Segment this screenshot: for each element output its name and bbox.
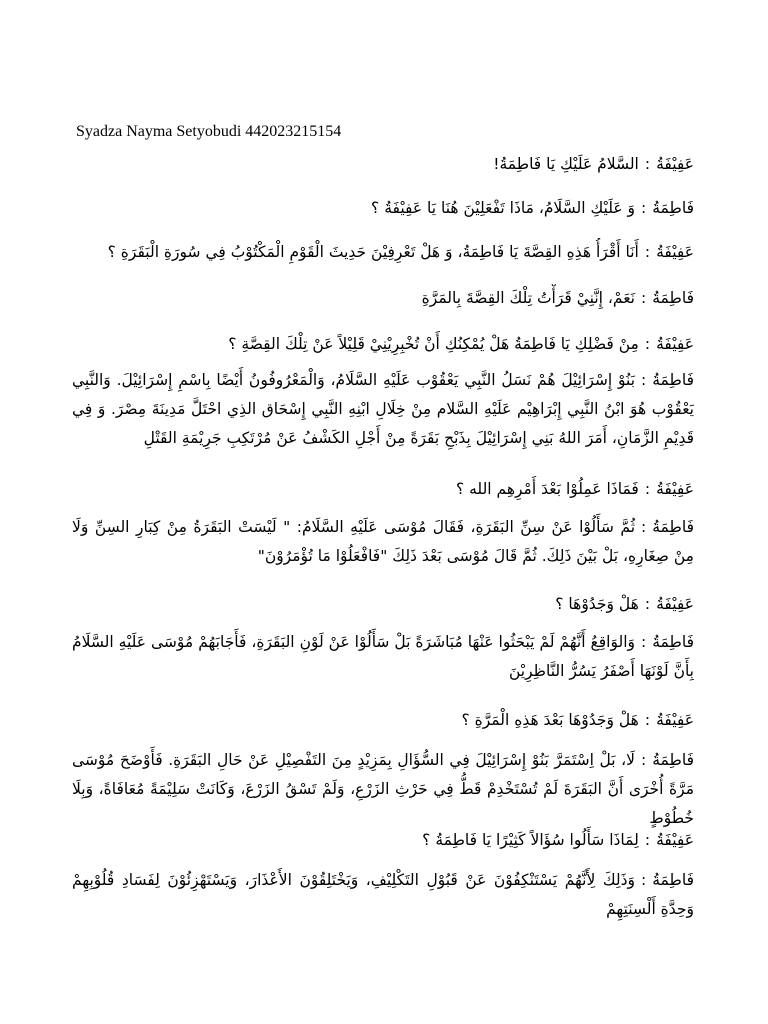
dialogue-text: أَنَا أَقْرَأُ هَذِهِ القِصَّةَ يَا فَاطِمَةُ، وَ هَلْ تَعْرِفِيْنَ حَدِيثَ الْقَوْمِ الْمَكْتُوْبُ فِي سُورَةِ الْبَقَرَةِ ؟ bbox=[107, 243, 639, 261]
speaker-name: فَاطِمَةُ bbox=[652, 518, 694, 536]
dialogue-line: عَفِيْفَةُ:أَنَا أَقْرَأُ هَذِهِ القِصَّةَ يَا فَاطِمَةُ، وَ هَلْ تَعْرِفِيْنَ حَدِيثَ الْقَوْمِ الْمَكْتُوْبُ فِي سُورَةِ الْبَقَرَةِ ؟ bbox=[107, 243, 694, 261]
dialogue-text: السَّلامُ عَلَيْكِ يَا فَاطِمَةُ! bbox=[493, 155, 639, 173]
dialogue-text: لِمَاذَا سَأَلُوا سُؤَالاً كَثِيْرًا يَا فَاطِمَةُ ؟ bbox=[422, 831, 639, 849]
speaker-name: فَاطِمَةُ bbox=[652, 871, 694, 889]
dialogue-paragraph: فَاطِمَةُ:بَنُوْ إِسْرَائِيْلَ هُمْ نَسَلُ النَّبِي يَعْقُوْب عَلَيْهِ السَّلَامُ، وَالْمَعْرُوفُونُ أَيْضًا بِاسْمِ إِسْرَائِيْلَ. وَالنَّبِي يَعْقُوْب هُوَ ابْنُ النَّبِي إِبْرَاهِيْم عَلَيْهِ السَّلام مِنْ خِلَالِ ابْنِهِ النَّبِي إِسْحَاق الذِي احْتَلَّ مَدِينَةَ مِصْرَ. وَ فِي قَدِيْمِ الزَّمَانِ، أَمَرَ اللهُ بَنِي إِسْرَائِيْلَ بِذَبْحِ بَقَرَةً مِنْ أَجْلِ الكَشْفُ عَنْ مُرْتَكِبِ جَرِيْمَةِ القَتْلِ bbox=[72, 371, 694, 447]
dialogue-paragraph: فَاطِمَةُ:وَذَلِكَ لِأَنَّهُمْ يَسْتَنْكِفُوْنَ عَنْ قَبُوْلِ التَكْلِيْفِ، وَيَخْتَلِقُوْنَ الأَعْذَارَ، وَيَسْتَهْزِئُوْنَ لِفَسَادِ قُلُوْبِهِمْ وَحِدَّةِ أَلْسِنَتِهِمْ bbox=[72, 871, 694, 918]
speaker-name: فَاطِمَةُ bbox=[652, 751, 694, 769]
author-line: Syadza Nayma Setyobudi 442023215154 bbox=[76, 123, 342, 140]
dialogue-text: وَذَلِكَ لِأَنَّهُمْ يَسْتَنْكِفُوْنَ عَنْ قَبُوْلِ التَكْلِيْفِ، وَيَخْتَلِقُوْنَ الأَعْذَارَ، وَيَسْتَهْزِئُوْنَ لِفَسَادِ قُلُوْبِهِمْ وَحِدَّةِ أَلْسِنَتِهِمْ bbox=[72, 871, 694, 918]
dialogue-text: مِنْ فَضْلِكِ يَا فَاطِمَةُ هَلْ يُمْكِنُكِ أَنْ تُخْبِرِيْنِيْ قَلِيْلاً عَنْ تِلْكَ القِصَّةِ ؟ bbox=[228, 335, 639, 353]
speaker-name: عَفِيْفَةُ bbox=[656, 155, 694, 173]
speaker-name: فَاطِمَةُ bbox=[652, 199, 694, 217]
speaker-name: فَاطِمَةُ bbox=[652, 633, 694, 651]
dialogue-text: وَ عَلَيْكِ السَّلَامُ، مَاذَا تَفْعَلِيْنَ هُنَا يَا عَفِيْفَةُ ؟ bbox=[371, 199, 636, 217]
dialogue-line: فَاطِمَةُ:نَعَمْ، إِنَّنِيْ قَرَأْتُ تِلْكَ القِصَّةَ بِالمَرَّةِ bbox=[421, 289, 694, 307]
speaker-name: عَفِيْفَةُ bbox=[656, 711, 694, 729]
dialogue-text: هَلْ وَجَدُوْهَا بَعْدَ هَذِهِ الْمَرَّةِ ؟ bbox=[461, 711, 639, 729]
speaker-name: عَفِيْفَةُ bbox=[656, 480, 694, 498]
dialogue-text: نَعَمْ، إِنَّنِيْ قَرَأْتُ تِلْكَ القِصَّةَ بِالمَرَّةِ bbox=[421, 289, 636, 307]
speaker-name: فَاطِمَةُ bbox=[652, 371, 694, 389]
dialogue-line: فَاطِمَةُ:وَ عَلَيْكِ السَّلَامُ، مَاذَا تَفْعَلِيْنَ هُنَا يَا عَفِيْفَةُ ؟ bbox=[371, 199, 694, 217]
dialogue-text: لَا، بَلْ اِسْتَمَرَّ بَنُوْ إِسْرَائِيْلَ فِي السُّؤَالِ بِمَزِيْدٍ مِنَ التَفْصِيْلِ عَنْ حَالِ البَقَرَةِ. فَأَوْضَحَ مُوْسَى مَرَّةً أُخْرَى أَنَّ البَقَرَةَ لَمْ تُسْتَخْدِمْ قَطُّ فِي حَرْثِ الزَرْعِ، وَلَمْ تَسْقُ الزَرْعَ، وَكَانَتْ سَلِيْمَةً مُعَافَاةً، وَبِلَا خُطُوْطٍ bbox=[72, 751, 694, 827]
dialogue-line: عَفِيْفَةُ:مِنْ فَضْلِكِ يَا فَاطِمَةُ هَلْ يُمْكِنُكِ أَنْ تُخْبِرِيْنِيْ قَلِيْلاً عَنْ تِلْكَ القِصَّةِ ؟ bbox=[228, 335, 694, 353]
speaker-name: عَفِيْفَةُ bbox=[656, 831, 694, 849]
speaker-name: عَفِيْفَةُ bbox=[656, 595, 694, 613]
dialogue-line: عَفِيْفَةُ:السَّلامُ عَلَيْكِ يَا فَاطِمَةُ! bbox=[493, 155, 694, 173]
dialogue-text: فَمَاذَا عَمِلُوْا بَعْدَ أَمْرِهِم الله ؟ bbox=[455, 480, 639, 498]
speaker-name: عَفِيْفَةُ bbox=[656, 335, 694, 353]
dialogue-line: عَفِيْفَةُ:هَلْ وَجَدُوْهَا بَعْدَ هَذِهِ الْمَرَّةِ ؟ bbox=[461, 711, 694, 729]
dialogue-text: ثُمَّ سَأَلُوْا عَنْ سِنِّ البَقَرَةِ، فَقَالَ مُوْسَى عَلَيْهِ السَّلَامُ: " لَيْسَتْ البَقَرَةُ مِنْ كِبَارِ السِنِّ وَلَا مِنْ صِغَارِهِ، بَلْ بَيْنَ ذَلِكَ. ثُمَّ قَالَ مُوْسَى بَعْدَ ذَلِكَ "فَافْعَلُوْا مَا تُؤْمَرُوْنَ" bbox=[72, 518, 694, 565]
dialogue-line: عَفِيْفَةُ:لِمَاذَا سَأَلُوا سُؤَالاً كَثِيْرًا يَا فَاطِمَةُ ؟ bbox=[422, 831, 694, 849]
dialogue-paragraph: فَاطِمَةُ:ثُمَّ سَأَلُوْا عَنْ سِنِّ البَقَرَةِ، فَقَالَ مُوْسَى عَلَيْهِ السَّلَامُ: " لَيْسَتْ البَقَرَةُ مِنْ كِبَارِ السِنِّ وَلَا مِنْ صِغَارِهِ، بَلْ بَيْنَ ذَلِكَ. ثُمَّ قَالَ مُوْسَى بَعْدَ ذَلِكَ "فَافْعَلُوْا مَا تُؤْمَرُوْنَ" bbox=[72, 518, 694, 565]
speaker-name: عَفِيْفَةُ bbox=[656, 243, 694, 261]
dialogue-text: وَالوَاقِعُ أَنَّهُمْ لَمْ يَبْحَثُوا عَنْهَا مُبَاشَرَةً بَلْ سَأَلُوْا عَنْ لَوْنِ البَقَرَةِ، فَأَجَابَهُمْ مُوْسَى عَلَيْهِ السَّلَامُ بِأَنَّ لَوْنَهَا أَصْفَرُ يَسُرُّ النَّاظِرِيْنَ bbox=[72, 633, 694, 680]
speaker-name: فَاطِمَةُ bbox=[652, 289, 694, 307]
dialogue-text: هَلْ وَجَدُوْهَا ؟ bbox=[555, 595, 639, 613]
dialogue-line: عَفِيْفَةُ:هَلْ وَجَدُوْهَا ؟ bbox=[555, 595, 694, 613]
dialogue-paragraph: فَاطِمَةُ:لَا، بَلْ اِسْتَمَرَّ بَنُوْ إِسْرَائِيْلَ فِي السُّؤَالِ بِمَزِيْدٍ مِنَ التَفْصِيْلِ عَنْ حَالِ البَقَرَةِ. فَأَوْضَحَ مُوْسَى مَرَّةً أُخْرَى أَنَّ البَقَرَةَ لَمْ تُسْتَخْدِمْ قَطُّ فِي حَرْثِ الزَرْعِ، وَلَمْ تَسْقُ الزَرْعَ، وَكَانَتْ سَلِيْمَةً مُعَافَاةً، وَبِلَا خُطُوْطٍ bbox=[72, 751, 694, 827]
dialogue-text: بَنُوْ إِسْرَائِيْلَ هُمْ نَسَلُ النَّبِي يَعْقُوْب عَلَيْهِ السَّلَامُ، وَالْمَعْرُوفُونُ أَيْضًا بِاسْمِ إِسْرَائِيْلَ. وَالنَّبِي يَعْقُوْب هُوَ ابْنُ النَّبِي إِبْرَاهِيْم عَلَيْهِ السَّلام مِنْ خِلَالِ ابْنِهِ النَّبِي إِسْحَاق الذِي احْتَلَّ مَدِينَةَ مِصْرَ. وَ فِي قَدِيْمِ الزَّمَانِ، أَمَرَ اللهُ بَنِي إِسْرَائِيْلَ بِذَبْحِ بَقَرَةً مِنْ أَجْلِ الكَشْفُ عَنْ مُرْتَكِبِ جَرِيْمَةِ القَتْلِ bbox=[72, 371, 694, 447]
dialogue-line: عَفِيْفَةُ:فَمَاذَا عَمِلُوْا بَعْدَ أَمْرِهِم الله ؟ bbox=[455, 480, 694, 498]
dialogue-paragraph: فَاطِمَةُ:وَالوَاقِعُ أَنَّهُمْ لَمْ يَبْحَثُوا عَنْهَا مُبَاشَرَةً بَلْ سَأَلُوْا عَنْ لَوْنِ البَقَرَةِ، فَأَجَابَهُمْ مُوْسَى عَلَيْهِ السَّلَامُ بِأَنَّ لَوْنَهَا أَصْفَرُ يَسُرُّ النَّاظِرِيْنَ bbox=[72, 633, 694, 680]
